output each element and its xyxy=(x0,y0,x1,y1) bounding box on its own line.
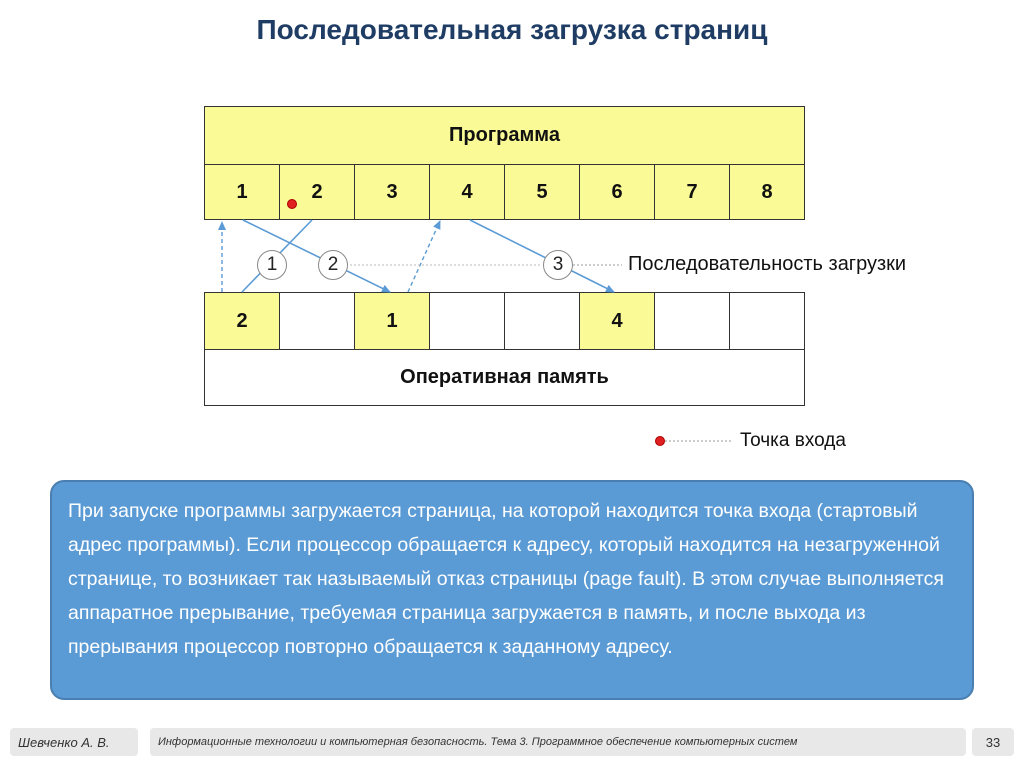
dashed-arrow-slot3-page4 xyxy=(408,221,440,292)
page-number-text: 33 xyxy=(985,734,1001,750)
load-arrow-3 xyxy=(470,220,614,292)
sequence-step-3: 3 xyxy=(543,250,573,280)
memory-slot-1: 2 xyxy=(204,292,280,350)
slide-title: Последовательная загрузка страниц xyxy=(256,14,768,45)
program-page-4: 4 xyxy=(429,164,505,220)
memory-label: Оперативная память xyxy=(400,366,609,388)
program-page-8: 8 xyxy=(729,164,805,220)
footer-course-text: Информационные технологии и компьютерная безопасность. Тема 3. Программное обеспечение компьютерных систем xyxy=(158,736,798,748)
sequence-step-1: 1 xyxy=(257,250,287,280)
sequence-step-2: 2 xyxy=(318,250,348,280)
footer-course xyxy=(150,728,966,756)
footer-author xyxy=(10,728,138,756)
memory-slot-3: 1 xyxy=(354,292,430,350)
program-page-1: 1 xyxy=(204,164,280,220)
program-label: Программа xyxy=(449,124,560,146)
program-page-2: 2 xyxy=(279,164,355,220)
program-page-5: 5 xyxy=(504,164,580,220)
entry-point-marker xyxy=(288,200,297,209)
description-note xyxy=(50,480,974,700)
footer-page-number xyxy=(972,728,1014,756)
sequence-label: Последовательность загрузки xyxy=(628,253,907,275)
program-page-3: 3 xyxy=(354,164,430,220)
footer-author-text: Шевченко А. В. xyxy=(18,734,110,750)
entry-point-label: Точка входа xyxy=(740,430,846,451)
program-page-6: 6 xyxy=(579,164,655,220)
description-text: При запуске программы загружается страница, на которой находится точка входа (стартовый адрес программы). Если процессор обращается к адресу, который находится на незагруженной странице, то возникает так называемый отказ страницы (page fault). В этом случае выполняется аппаратное прерывание, требуемая страница загружается в память, и после выхода из прерывания процессор повторно обращается к заданному адресу. xyxy=(68,500,944,658)
entry-point-legend-marker xyxy=(656,437,665,446)
memory-slot-6: 4 xyxy=(579,292,655,350)
program-page-7: 7 xyxy=(654,164,730,220)
